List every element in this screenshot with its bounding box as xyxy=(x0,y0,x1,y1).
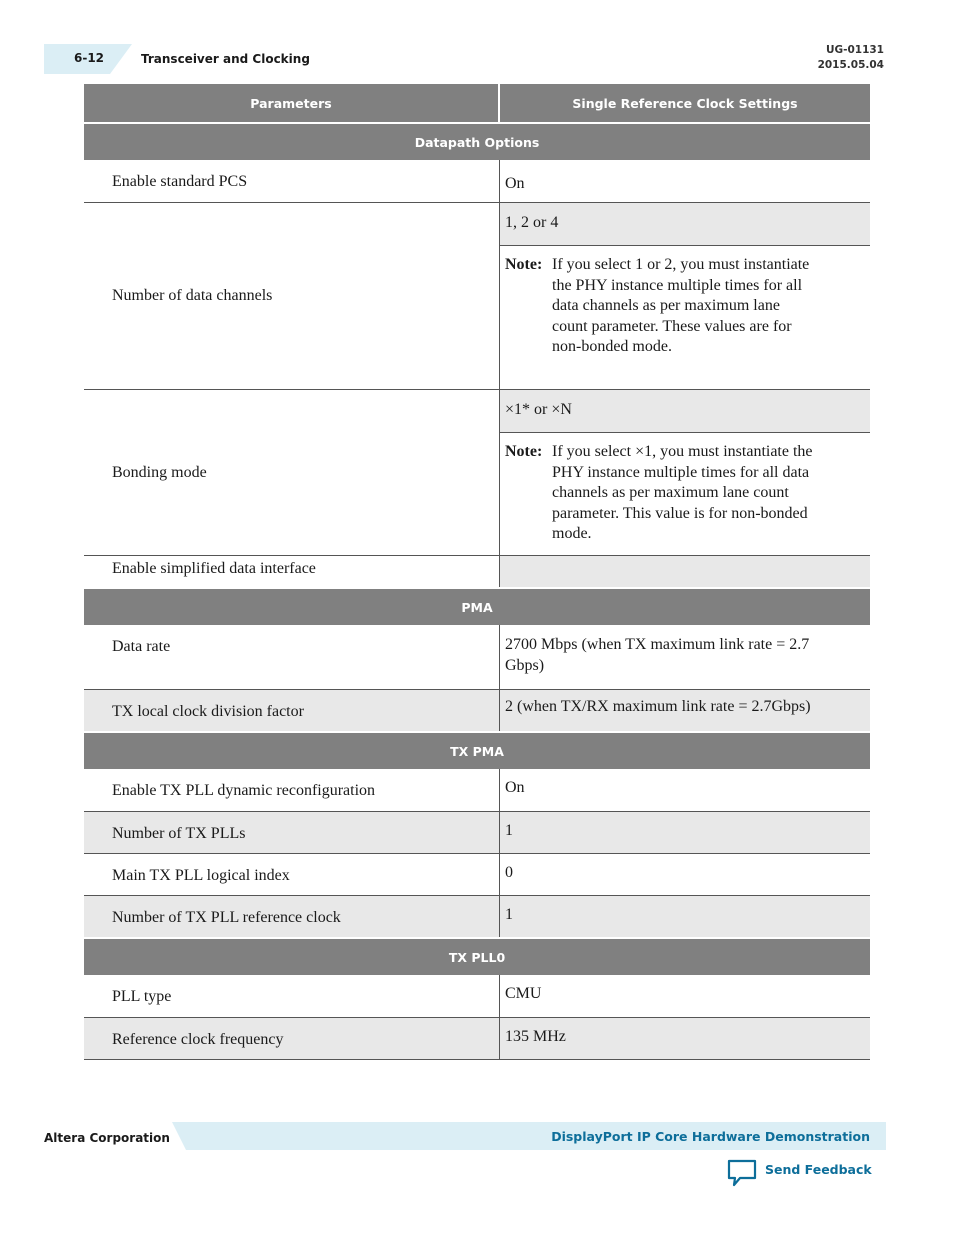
page-number: 6-12 xyxy=(74,51,105,65)
param-cell: Main TX PLL logical index xyxy=(84,854,500,895)
value-cell: 0 xyxy=(505,864,513,881)
param-cell: Reference clock frequency xyxy=(84,1018,500,1059)
param-cell: Enable TX PLL dynamic reconfiguration xyxy=(84,769,500,811)
feedback-icon[interactable] xyxy=(726,1158,758,1188)
param-cell: Enable standard PCS xyxy=(84,160,500,202)
send-feedback-link[interactable]: Send Feedback xyxy=(765,1162,872,1177)
col-header-settings: Single Reference Clock Settings xyxy=(500,84,870,122)
settings-table xyxy=(84,84,870,1060)
table-row xyxy=(84,690,870,731)
note-text: If you select ×1, you must instantiate the PHY instance multiple times for all data channels as per maximum lane count parameter. This value is for non-bonded mode. xyxy=(552,443,813,542)
value-cell: 135 MHz xyxy=(505,1028,566,1045)
section-datapath-options: Datapath Options xyxy=(84,122,870,160)
doc-date: 2015.05.04 xyxy=(817,59,884,71)
table-row xyxy=(84,854,870,896)
param-cell: TX local clock division factor xyxy=(84,690,500,731)
table-row xyxy=(84,625,870,690)
table-row xyxy=(84,390,870,556)
page-tab-slant xyxy=(110,44,132,74)
doc-id-block xyxy=(818,43,884,73)
value-cell: 1 xyxy=(505,906,513,923)
note-block xyxy=(500,433,870,545)
value-cell: 1 xyxy=(505,822,513,839)
doc-title-link[interactable]: DisplayPort IP Core Hardware Demonstration xyxy=(551,1129,870,1144)
value-cell xyxy=(500,556,870,566)
section-tx-pll0: TX PLL0 xyxy=(84,937,870,975)
note-label: Note: xyxy=(505,443,543,460)
value-cell: ×1* or ×N xyxy=(505,401,572,418)
section-title: Transceiver and Clocking xyxy=(141,52,310,66)
table-row xyxy=(84,160,870,203)
value-cell: 2700 Mbps (when TX maximum link rate = 2.7 Gbps) xyxy=(505,636,810,674)
table-row xyxy=(84,1018,870,1060)
col-header-parameters: Parameters xyxy=(84,84,500,122)
value-cell: On xyxy=(505,779,525,796)
doc-id: UG-01131 xyxy=(825,44,884,56)
param-cell: Number of TX PLLs xyxy=(84,812,500,853)
section-tx-pma: TX PMA xyxy=(84,731,870,769)
table-row xyxy=(84,896,870,937)
param-cell: Data rate xyxy=(84,625,500,689)
table-row xyxy=(84,975,870,1018)
value-cell: On xyxy=(505,175,525,192)
param-cell: Bonding mode xyxy=(84,390,500,555)
section-pma: PMA xyxy=(84,587,870,625)
param-cell: Number of data channels xyxy=(84,203,500,389)
param-cell: Number of TX PLL reference clock xyxy=(84,896,500,937)
note-block xyxy=(500,246,870,358)
table-row xyxy=(84,812,870,854)
company-name: Altera Corporation xyxy=(44,1131,170,1145)
table-row xyxy=(84,203,870,390)
value-cell: 1, 2 or 4 xyxy=(505,214,559,231)
note-label: Note: xyxy=(505,256,543,273)
table-header-row xyxy=(84,84,870,122)
table-row xyxy=(84,556,870,587)
param-cell: PLL type xyxy=(84,975,500,1017)
table-row xyxy=(84,769,870,812)
note-text: If you select 1 or 2, you must instantiate the PHY instance multiple times for all data channels as per maximum lane count parameter. These values are for non-bonded mode. xyxy=(552,256,810,355)
param-cell: Enable simplified data interface xyxy=(84,556,500,587)
value-cell: CMU xyxy=(505,985,542,1002)
value-cell: 2 (when TX/RX maximum link rate = 2.7Gbps) xyxy=(505,698,811,715)
